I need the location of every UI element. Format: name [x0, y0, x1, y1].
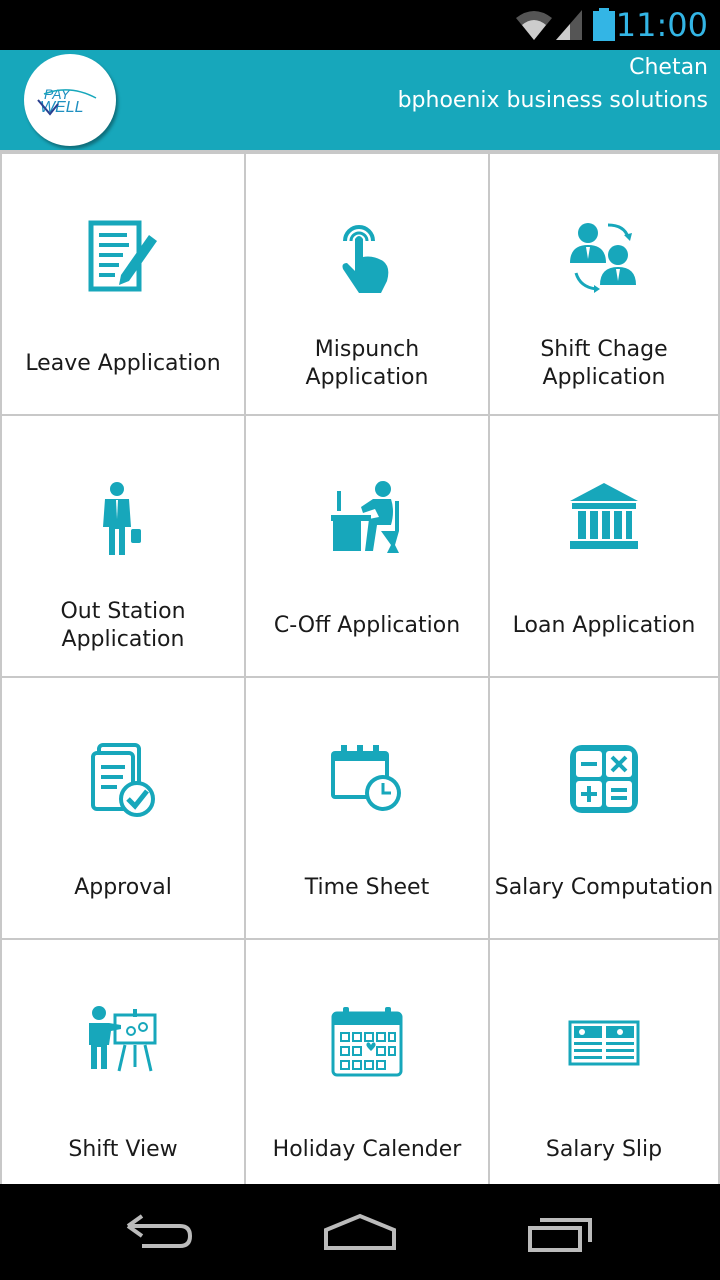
touch-finger-icon [337, 219, 397, 295]
company-name: bphoenix business solutions [397, 88, 708, 113]
bank-icon [568, 481, 640, 553]
tile-salary-slip[interactable] [490, 940, 718, 1184]
tile-label: Shift View [68, 1137, 178, 1162]
tile-shift-change-application[interactable] [490, 154, 718, 414]
menu-grid [0, 150, 720, 1184]
tile-leave-application[interactable] [2, 154, 244, 414]
tile-label: Time Sheet [304, 875, 430, 900]
tile-label: Salary Slip [545, 1137, 663, 1162]
tile-label: Leave Application [25, 351, 221, 376]
tile-time-sheet[interactable] [246, 678, 488, 938]
tile-shift-view[interactable] [2, 940, 244, 1184]
tile-salary-computation[interactable] [490, 678, 718, 938]
tile-holiday-calender[interactable] [246, 940, 488, 1184]
tile-label: C-Off Application [273, 613, 461, 638]
desk-worker-icon [329, 481, 405, 557]
tile-out-station-application[interactable] [2, 416, 244, 676]
tile-loan-application[interactable] [490, 416, 718, 676]
system-nav-bar [0, 1184, 720, 1280]
tile-label: Shift Chage Application [540, 337, 668, 390]
battery-icon [592, 8, 616, 42]
wifi-icon [514, 8, 554, 42]
app-header [0, 50, 720, 150]
tile-label: Mispunch Application [305, 337, 429, 390]
tile-mispunch-application[interactable] [246, 154, 488, 414]
approval-doc-icon [89, 743, 157, 819]
svg-text:WELL: WELL [40, 99, 84, 116]
presenter-icon [85, 1005, 161, 1073]
tile-label: Salary Computation [494, 875, 714, 900]
traveler-icon [101, 481, 145, 557]
calendar-icon [331, 1005, 403, 1077]
svg-text:PAY: PAY [44, 86, 70, 102]
status-time: 11:00 [615, 6, 708, 44]
recents-icon[interactable] [520, 1208, 600, 1256]
calendar-clock-icon [329, 743, 405, 815]
leave-form-icon [87, 219, 159, 295]
signal-icon [556, 8, 586, 42]
paywell-logo-mark [24, 54, 116, 146]
swap-people-icon [568, 219, 640, 295]
calculator-icon [568, 743, 640, 815]
back-icon[interactable] [120, 1208, 200, 1256]
tile-label: Holiday Calender [272, 1137, 462, 1162]
tile-label: Approval [74, 875, 172, 900]
cash-slip-icon [568, 1020, 640, 1068]
paywell-logo[interactable] [24, 54, 116, 146]
tile-c-off-application[interactable] [246, 416, 488, 676]
user-name: Chetan [629, 55, 708, 80]
home-icon[interactable] [320, 1208, 400, 1256]
tile-label: Loan Application [512, 613, 696, 638]
tile-label: Out Station Application [60, 599, 186, 652]
tile-approval[interactable] [2, 678, 244, 938]
status-bar [0, 0, 720, 50]
